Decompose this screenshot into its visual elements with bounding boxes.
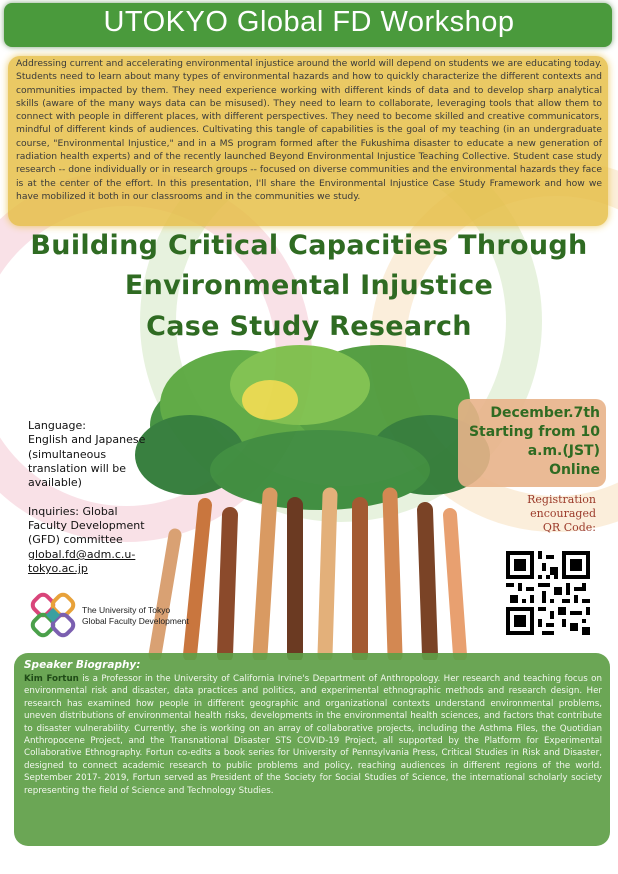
biography-body: is a Professor in the University of California Irvine's Department of Anthropology. Her research and teaching focus on environmental risk and disaster, data practices and politics, and experimental ethnographic methods and research design. Her research has examined how people in different geographic and organizational contexts understand environmental problems, uneven distributions of environmental health risks, developments in the environmental health sciences, and factors that contribute to disaster vulnerability. Currently, she is working on an array of collaborative projects, including the Asthma Files, the Quotidian Anthropocene Project, and the Transnational Disaster STS COVID-19 Project, all supported by the Platform for Experimental Collaborative Ethnography. Fortun co-edits a book series for University of Pennsylvania Press, Critical Studies in Risk and Disaster, designed to connect academic research to public problems and policy, reaching audiences in different regions of the world. September 2017- 2019, Fortun served as President of the Society for Social Studies of Science, the international scholarly society representing the field of Science and Technology Studies.	[24, 674, 602, 796]
registration-text: encouraged	[530, 507, 596, 520]
abstract-text: Addressing current and accelerating environmental injustice around the world will depend on students we are educating today. Students need to learn about many types of environmental hazards and how to quickly characterize the different contexts and communities impacted by them. They need experience working with different kinds of data and to develop sharp analytical skills (aware of the many ways data can be misused). They need to learn to collaborate, leveraging tools that allow them to connect with people in different places, with different perspectives. They need to become skilled and creative communicators, mindful of different kinds of audiences. Cultivating this tangle of capabilities is the goal of my teaching (in an undergraduate course, "Environmental Injustice," and in a MS program formed after the Fukushima disaster to educate a new generation of radiation health experts) and of the recently launched Beyond Environmental Injustice Teaching Collective. Student case study research -- done individually or in research groups -- focused on diverse communities and the environmental hazards they face is at the center of the effort. In this presentation, I'll share the Environmental Injustice Case Study Framework and how we have mobilized it both in our classrooms and in the communities we study.	[16, 58, 602, 202]
qr-code-icon[interactable]	[506, 551, 590, 635]
utokyo-gfd-logo-icon	[28, 590, 78, 640]
language-value: available)	[28, 476, 82, 489]
language-value: (simultaneous	[28, 448, 107, 461]
workshop-title-line-2: Environmental Injustice	[124, 270, 494, 301]
registration-text: QR Code:	[542, 521, 596, 534]
page-title: UTOKYO Global FD Workshop	[103, 6, 515, 38]
inquiries-label: Inquiries: Global	[28, 505, 118, 518]
logo-line: The University of Tokyo	[82, 605, 171, 615]
language-value: translation will be	[28, 462, 127, 475]
event-time: a.m.(JST)	[527, 443, 600, 459]
language-label: Language:	[28, 419, 86, 432]
inquiries-label: (GFD) committee	[28, 533, 123, 546]
inquiries-label: Faculty Development	[28, 519, 145, 532]
contact-email-link[interactable]: tokyo.ac.jp	[28, 562, 88, 575]
biography-heading: Speaker Biography:	[24, 659, 141, 671]
logo-text	[82, 605, 189, 627]
registration-text: Registration	[527, 493, 596, 506]
event-time: Starting from 10	[468, 424, 600, 440]
workshop-title-line-3: Case Study Research	[146, 311, 472, 342]
logo-line: Global Faculty Development	[82, 616, 189, 626]
contact-email-link[interactable]: global.fd@adm.c.u-	[28, 548, 136, 561]
speaker-name: Kim Fortun	[24, 674, 79, 684]
event-mode: Online	[549, 462, 600, 478]
event-date: December.7th	[490, 405, 600, 421]
biography-text	[24, 673, 602, 797]
language-value: English and Japanese	[28, 433, 146, 446]
workshop-title-line-1: Building Critical Capacities Through	[30, 230, 588, 261]
